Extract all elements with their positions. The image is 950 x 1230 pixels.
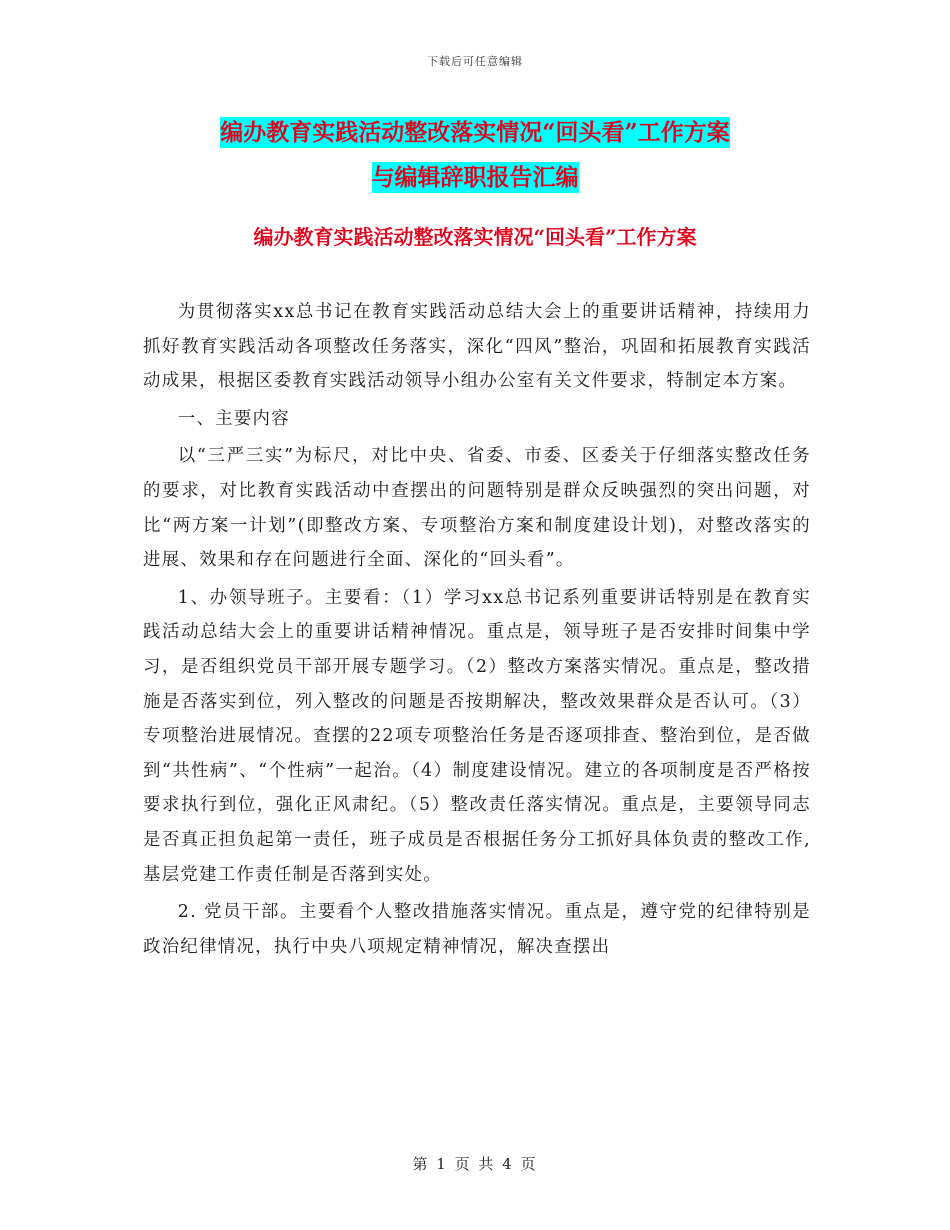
page-number: 第 1 页 共 4 页: [412, 1155, 538, 1173]
main-title: [0, 110, 950, 200]
paragraph: 以“三严三实”为标尺，对比中央、省委、市委、区委关于仔细落实整改任务的要求，对比教育实践活动中查摆出的问题特别是群众反映强烈的突出问题，对比“两方案一计划”(即整改方案、专项整治方案和制度建设计划)，对整改落实的进展、效果和存在问题进行全面、深化的“回头看”。: [143, 446, 811, 571]
main-title-line-2: 与编辑辞职报告汇编: [371, 164, 579, 191]
paragraph: 1、办领导班子。主要看：（1）学习xx总书记系列重要讲话特别是在教育实践活动总结大会上的重要讲话精神情况。重点是，领导班子是否安排时间集中学习，是否组织党员干部开展专题学习。（2）整改方案落实情况。重点是，整改措施是否落实到位，列入整改的问题是否按期解决，整改效果群众是否认可。（3）专项整治进展情况。查摆的22项专项整治任务是否逐项排查、整治到位，是否做到“共性病”、“个性病”一起治。（4）制度建设情况。建立的各项制度是否严格按要求执行到位，强化正风肃纪。（5）整改责任落实情况。重点是，主要领导同志是否真正担负起第一责任，班子成员是否根据任务分工抓好具体负责的整改工作,基层党建工作责任制是否落到实处。: [143, 587, 811, 885]
paragraph: 2. 党员干部。主要看个人整改措施落实情况。重点是，遵守党的纪律特别是政治纪律情况，执行中央八项规定精神情况，解决查摆出: [143, 902, 811, 957]
header-note: 下载后可任意编辑: [427, 55, 523, 68]
paragraph: 为贯彻落实xx总书记在教育实践活动总结大会上的重要讲话精神，持续用力抓好教育实践活动各项整改任务落实，深化“四风”整治，巩固和拓展教育实践活动成果，根据区委教育实践活动领导小组办公室有关文件要求，特制定本方案。: [143, 302, 811, 392]
body-text: [143, 295, 811, 967]
section-title: 编办教育实践活动整改落实情况“回头看”工作方案: [253, 225, 697, 249]
main-title-line-1: 编办教育实践活动整改落实情况“回头看”工作方案: [220, 119, 730, 146]
paragraph: 一、主要内容: [177, 408, 290, 429]
